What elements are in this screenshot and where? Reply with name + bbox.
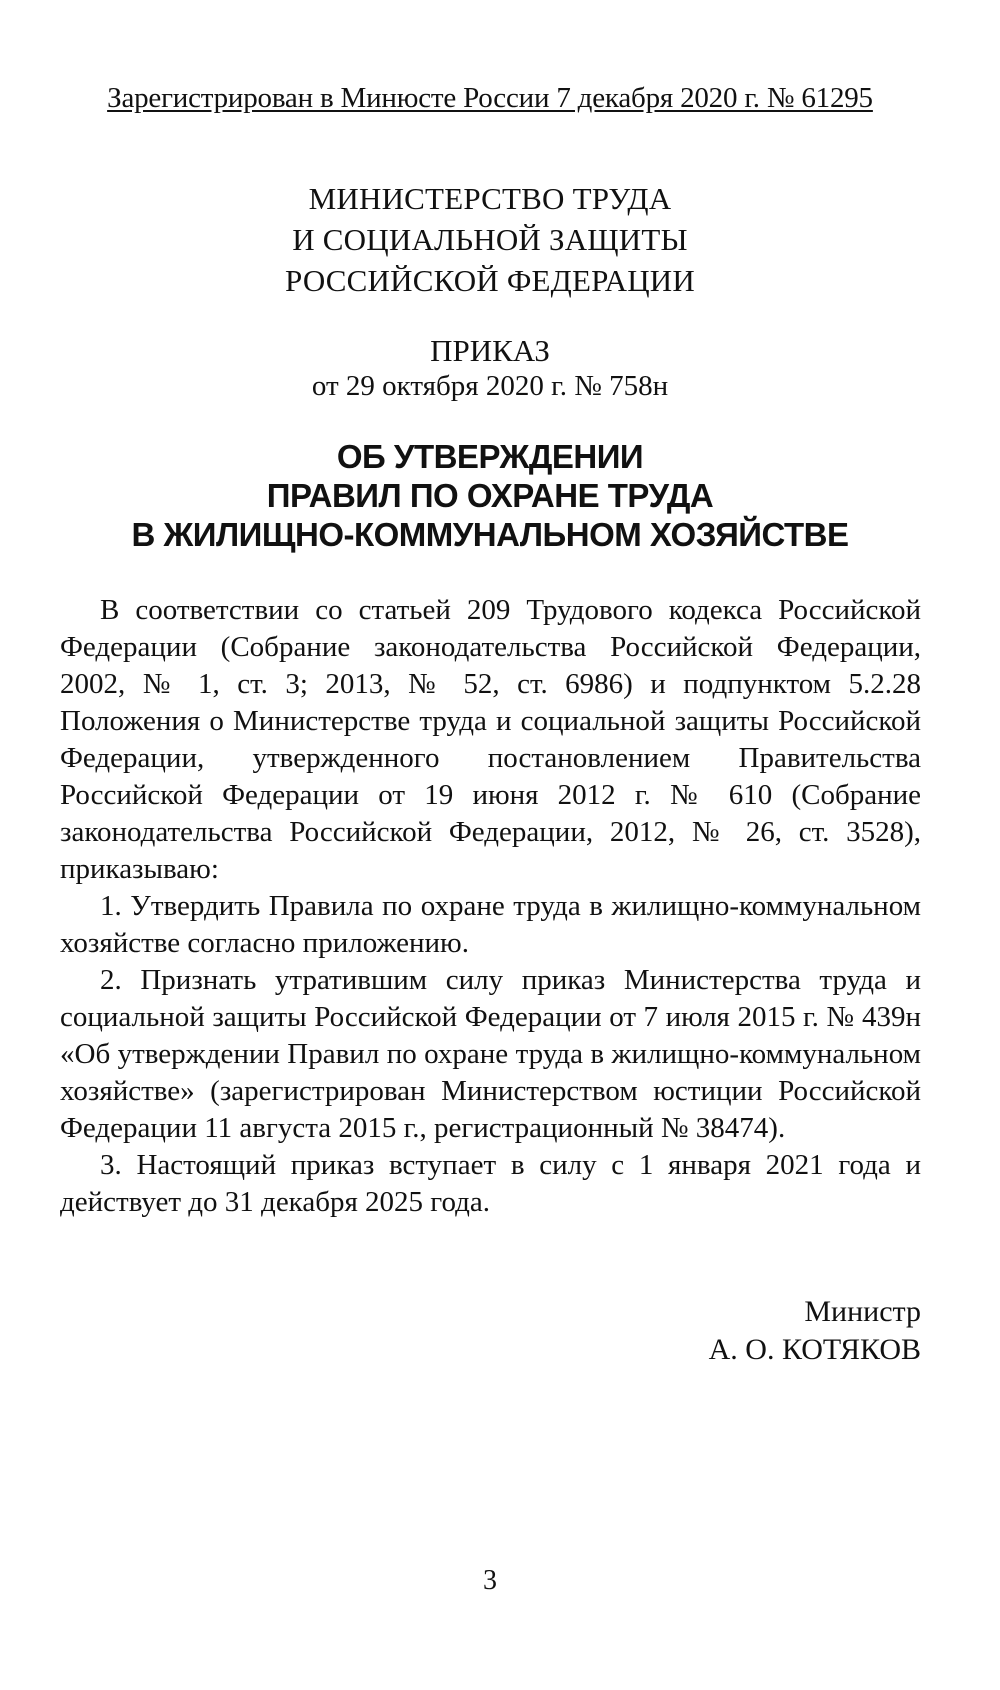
item-3-paragraph: 3. Настоящий приказ вступает в силу с 1 января 2021 года и действует до 31 декабря 2025 года. [60, 1149, 921, 1218]
item-1-paragraph: 1. Утвердить Правила по охране труда в жилищно-коммунальном хозяйстве согласно приложению. [60, 890, 921, 959]
order-label: ПРИКАЗ [430, 333, 550, 368]
ministry-line-3: РОССИЙСКОЙ ФЕДЕРАЦИИ [285, 263, 695, 298]
signature-position: Министр [804, 1295, 921, 1328]
item-2-paragraph: 2. Признать утратившим силу приказ Министерства труда и социальной защиты Российской Федерации от 7 июля 2015 г. № 439н «Об утверждении Правил по охране труда в жилищно-коммунальном хозяйстве» (зарегистрирован Министерством юстиции Российской Федерации 11 августа 2015 г., регистрационный № 38474). [60, 964, 921, 1144]
preamble-paragraph: В соответствии со статьей 209 Трудового кодекса Российской Федерации (Собрание законодательства Российской Федерации, 2002, № 1, ст. 3; 2013, № 52, ст. 6986) и подпунктом 5.2.28 Положения о Министерстве труда и социальной защиты Российской Федерации, утвержденного постановлением Правительства Российской Федерации от 19 июня 2012 г. № 610 (Собрание законодательства Российской Федерации, 2012, № 26, ст. 3528), приказываю: [60, 594, 921, 885]
title-line-3: В ЖИЛИЩНО-КОММУНАЛЬНОМ ХОЗЯЙСТВЕ [131, 516, 849, 553]
ministry-line-1: МИНИСТЕРСТВО ТРУДА [308, 181, 672, 216]
document-body [60, 592, 921, 1221]
title-line-2: ПРАВИЛ ПО ОХРАНЕ ТРУДА [266, 477, 714, 514]
document-title [0, 437, 980, 554]
ministry-line-2: И СОЦИАЛЬНОЙ ЗАЩИТЫ [292, 222, 688, 257]
ministry-header [0, 178, 980, 301]
order-date-number: от 29 октября 2020 г. № 758н [311, 370, 669, 402]
registration-note: Зарегистрирован в Минюсте России 7 декабря 2020 г. № 61295 [107, 82, 873, 114]
signature-name: А. О. КОТЯКОВ [708, 1333, 921, 1366]
page-number: 3 [483, 1565, 497, 1596]
title-line-1: ОБ УТВЕРЖДЕНИИ [336, 438, 644, 475]
signature-block [560, 1293, 921, 1369]
